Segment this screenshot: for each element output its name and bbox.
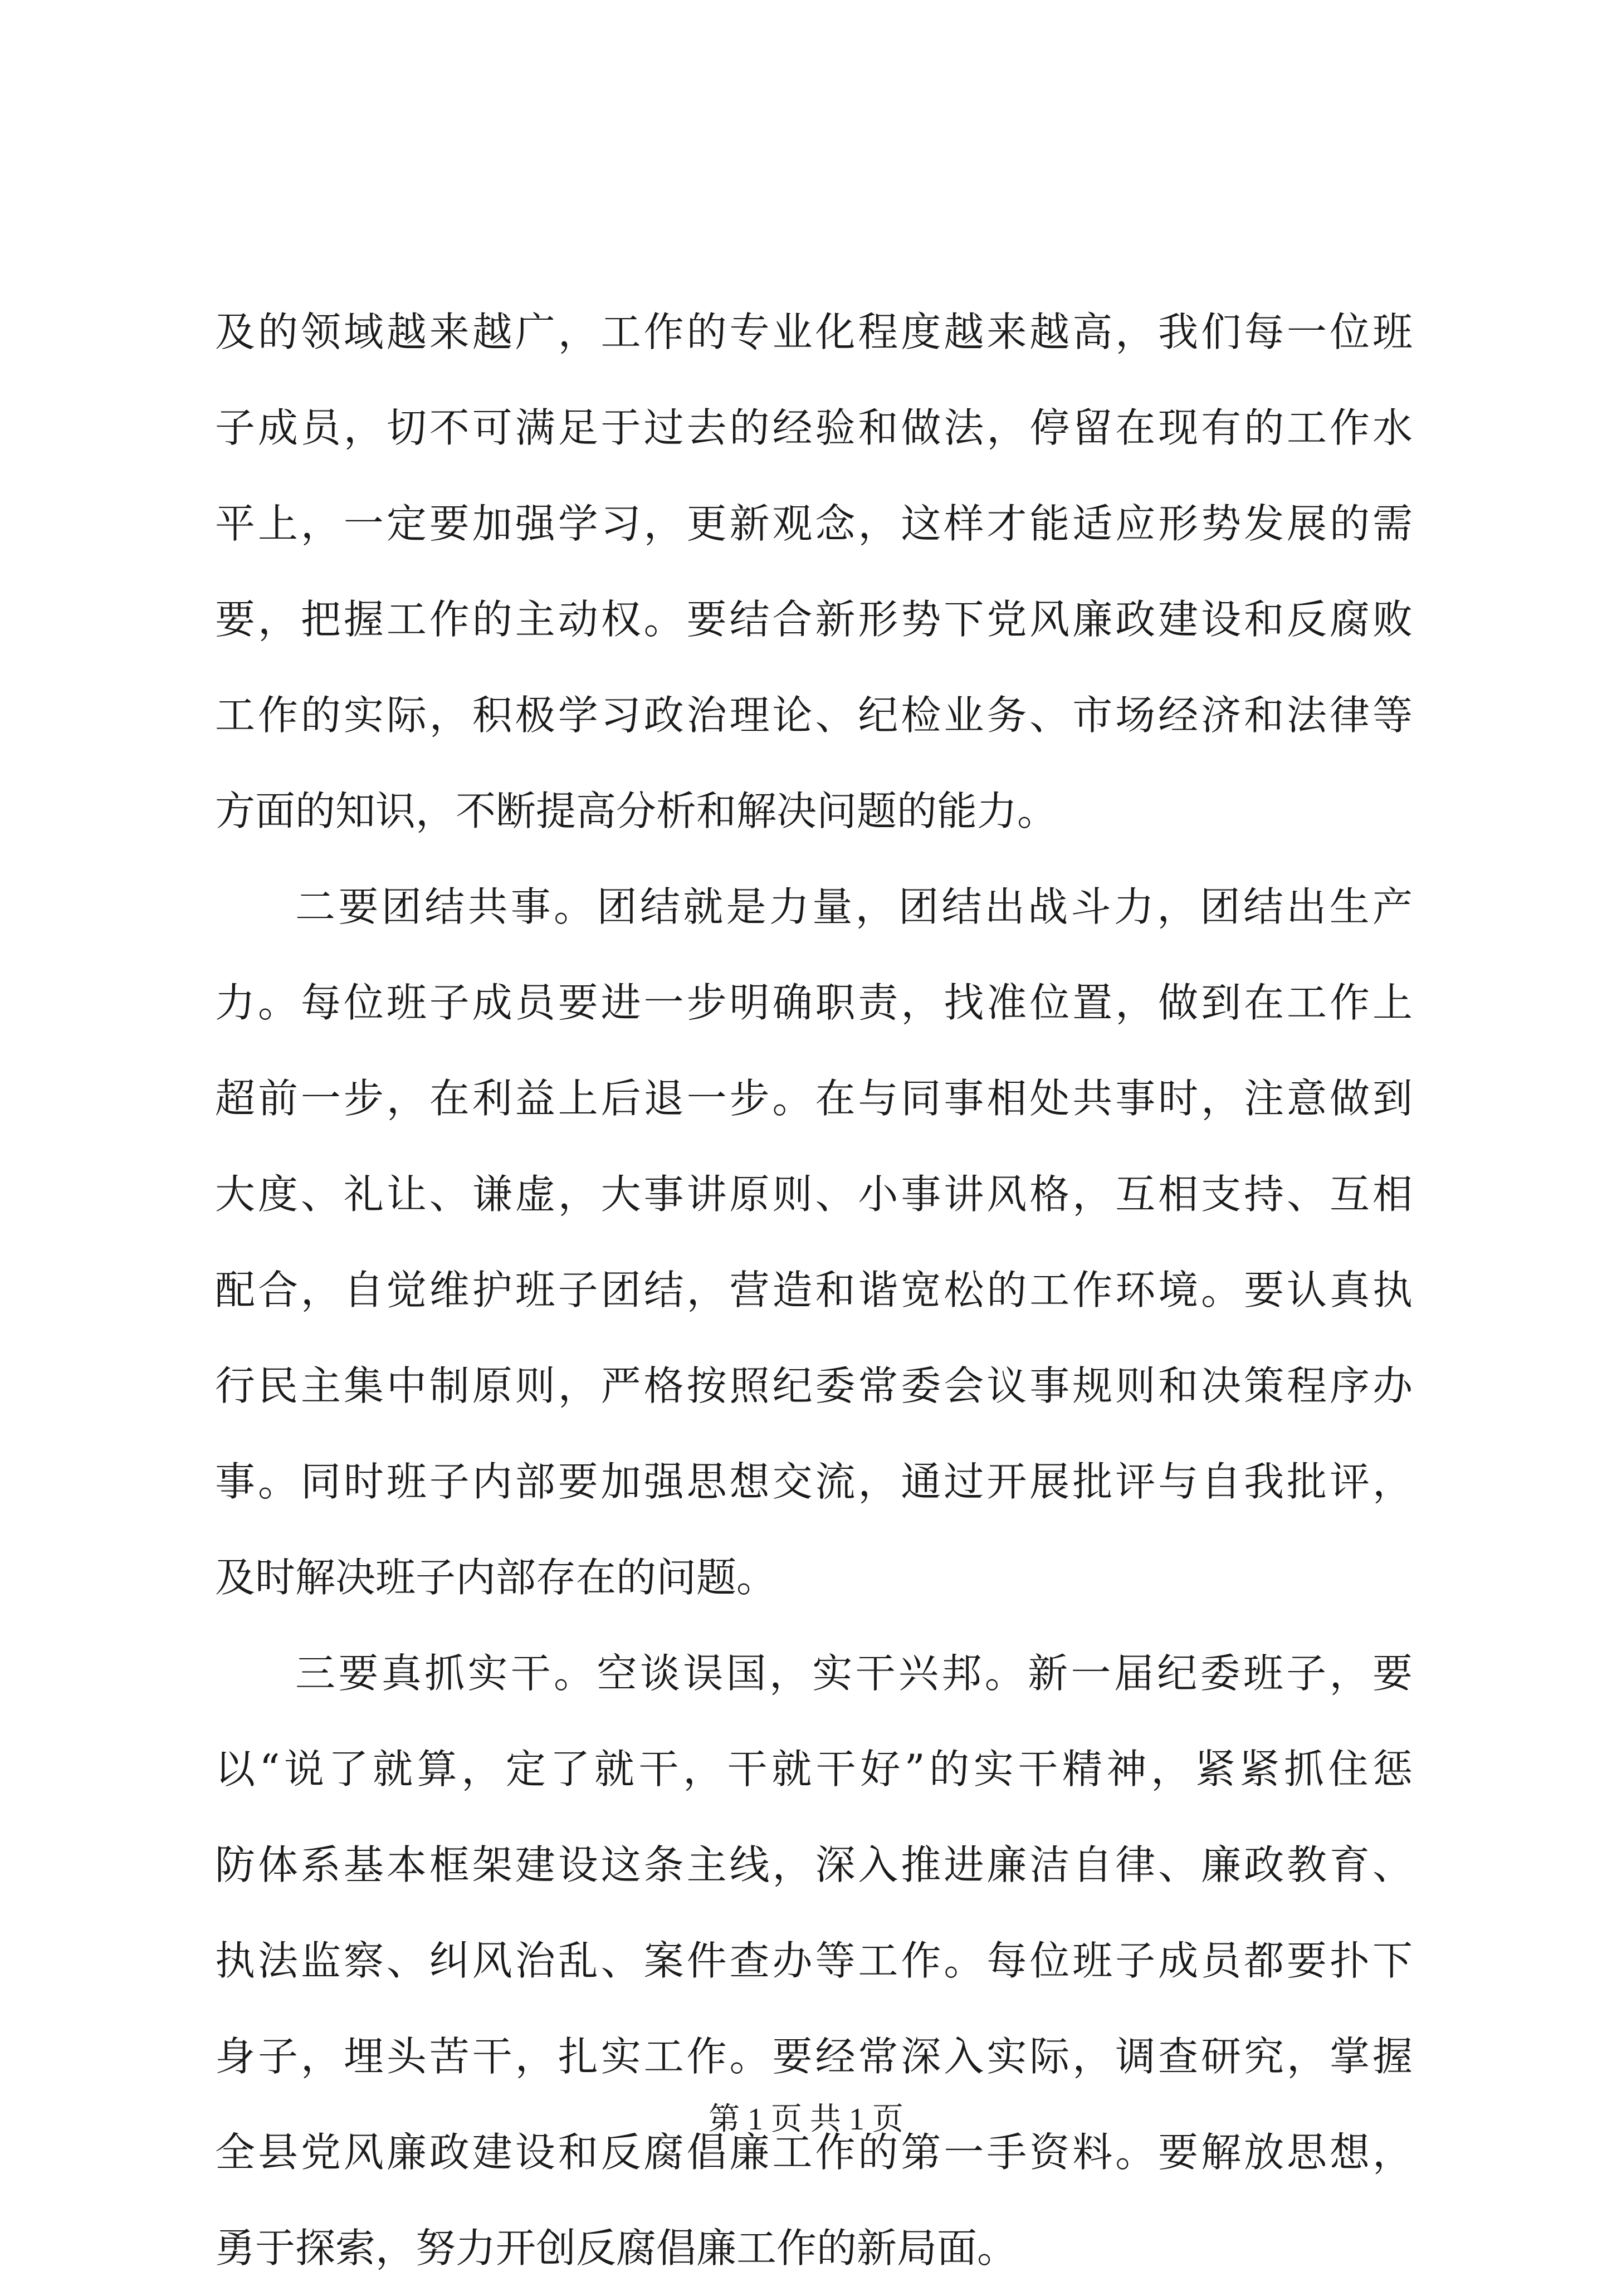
document-body (215, 284, 1413, 2296)
paragraph-2-line-3: 超前一步，在利益上后退一步。在与同事相处共事时，注意做到 (215, 1075, 1413, 1122)
paragraph-3-line-6: 全县党风廉政建设和反腐倡廉工作的第一手资料。要解放思想， (215, 2129, 1413, 2176)
paragraph-3-line-1: 三要真抓实干。空谈误国，实干兴邦。新一届纪委班子，要 (295, 1650, 1413, 1697)
paragraph-2-line-5: 配合，自觉维护班子团结，营造和谐宽松的工作环境。要认真执 (215, 1267, 1413, 1313)
paragraph-1-line-6: 方面的知识，不断提高分析和解决问题的能力。 (215, 788, 1058, 834)
paragraph-1-line-3: 平上，一定要加强学习，更新观念，这样才能适应形势发展的需 (215, 500, 1413, 547)
paragraph-3-line-5: 身子，埋头苦干，扎实工作。要经常深入实际，调查研究，掌握 (215, 2033, 1413, 2080)
paragraph-3-line-2: 以“说了就算，定了就干，干就干好”的实干精神，紧紧抓住惩 (215, 1746, 1413, 1792)
paragraph-1-line-1: 及的领域越来越广，工作的专业化程度越来越高，我们每一位班 (215, 309, 1413, 355)
paragraph-3-line-4: 执法监察、纠风治乱、案件查办等工作。每位班子成员都要扑下 (215, 1937, 1413, 1984)
paragraph-2-line-8: 及时解决班子内部存在的问题。 (215, 1554, 777, 1601)
paragraph-3-line-3: 防体系基本框架建设这条主线，深入推进廉洁自律、廉政教育、 (215, 1841, 1413, 1888)
paragraph-2-line-7: 事。同时班子内部要加强思想交流，通过开展批评与自我批评， (215, 1458, 1413, 1505)
page-footer: 第 1 页 共 1 页 (709, 2102, 903, 2137)
paragraph-1-line-4: 要，把握工作的主动权。要结合新形势下党风廉政建设和反腐败 (215, 596, 1413, 643)
paragraph-2-line-6: 行民主集中制原则，严格按照纪委常委会议事规则和决策程序办 (215, 1362, 1413, 1409)
paragraph-3-line-7: 勇于探索，努力开创反腐倡廉工作的新局面。 (215, 2225, 1018, 2271)
paragraph-2-line-4: 大度、礼让、谦虚，大事讲原则、小事讲风格，互相支持、互相 (215, 1171, 1413, 1218)
paragraph-1-line-2: 子成员，切不可满足于过去的经验和做法，停留在现有的工作水 (215, 404, 1413, 451)
paragraph-2-line-2: 力。每位班子成员要进一步明确职责，找准位置，做到在工作上 (215, 979, 1413, 1026)
paragraph-2-line-1: 二要团结共事。团结就是力量，团结出战斗力，团结出生产 (295, 883, 1413, 930)
paragraph-1-line-5: 工作的实际，积极学习政治理论、纪检业务、市场经济和法律等 (215, 692, 1413, 739)
